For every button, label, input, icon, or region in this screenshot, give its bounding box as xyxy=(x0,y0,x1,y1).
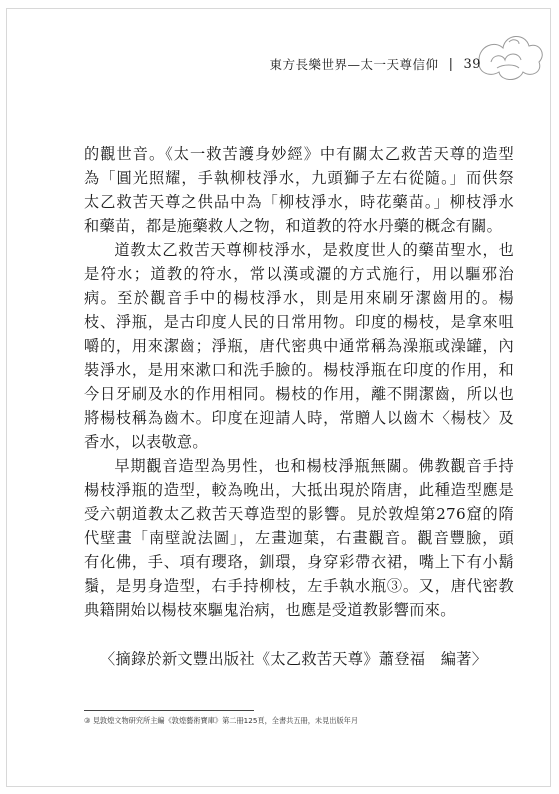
body-text xyxy=(84,142,514,622)
text-line: 鬚，是男身造型，右手持柳枝，左手執水瓶③。又，唐代密教 xyxy=(84,577,514,595)
text-line: 是符水；道教的符水，常以漢或灑的方式施行，用以驅邪治 xyxy=(84,265,514,283)
text-line: 嚼的，用來潔齒；淨瓶，唐代密典中通常稱為澡瓶或澡罐，內 xyxy=(84,337,514,355)
footnote: ③ 見敦煌文物研究所主編《敦煌藝術寶庫》第二冊125頁，全書共五冊，未見出版年月 xyxy=(84,716,359,725)
page-number: 39 xyxy=(463,56,481,72)
header-separator: | xyxy=(448,56,454,72)
text-line: 為「圓光照耀，手執柳枝淨水，九頭獅子左右從隨。」而供祭 xyxy=(84,169,514,187)
text-line: 典籍開始以楊枝來驅鬼治病，也應是受道教影響而來。 xyxy=(84,601,456,619)
footnote-divider xyxy=(84,710,254,711)
text-line: 太乙救苦天尊之供品中為「柳枝淨水，時花藥苗。」柳枝淨水 xyxy=(84,193,514,211)
text-line: 將楊枝稱為齒木。印度在迎請人時，常贈人以齒木〈楊枝〉及 xyxy=(84,409,514,427)
text-line: 病。至於觀音手中的楊枝淨水，則是用來刷牙潔齒用的。楊 xyxy=(84,289,514,307)
running-title: 東方長樂世界—太一天尊信仰 xyxy=(269,57,439,72)
text-line: 早期觀音造型為男性，也和楊枝淨瓶無關。佛教觀音手持 xyxy=(114,457,514,475)
paragraph-1 xyxy=(84,142,514,238)
text-line: 和藥苗，都是施藥救人之物，和道教的符水丹藥的概念有關。 xyxy=(84,217,503,235)
source-citation: 〈摘錄於新文豐出版社《太乙救苦天尊》蕭登福 編著〉 xyxy=(100,650,488,668)
text-line: 有化佛，手、項有瓔珞，釧環，身穿彩帶衣裙，嘴上下有小鬍 xyxy=(84,553,514,571)
text-line: 受六朝道教太乙救苦天尊造型的影響。見於敦煌第276窟的隋 xyxy=(84,505,514,523)
text-line: 代壁畫「南壁說法圖」，左畫迦葉，右畫觀音。觀音豐臉，頭 xyxy=(84,529,514,547)
text-line: 楊枝淨瓶的造型，較為晚出，大抵出現於隋唐，此種造型應是 xyxy=(84,481,514,499)
text-line: 今日牙刷及水的作用相同。楊枝的作用，離不開潔齒，所以也 xyxy=(84,385,514,403)
text-line: 裝淨水，是用來漱口和洗手臉的。楊枝淨瓶在印度的作用，和 xyxy=(84,361,514,379)
text-line: 道教太乙救苦天尊柳枝淨水，是救度世人的藥苗聖水，也 xyxy=(114,241,514,259)
running-header xyxy=(270,55,481,73)
text-line: 的觀世音。《太一救苦護身妙經》中有關太乙救苦天尊的造型 xyxy=(84,145,514,163)
text-line: 香水，以表敬意。 xyxy=(84,433,208,451)
paragraph-3 xyxy=(84,454,514,622)
text-line: 枝、淨瓶，是古印度人民的日常用物。印度的楊枝，是拿來咀 xyxy=(84,313,514,331)
cloud-ornament-icon xyxy=(469,22,549,92)
paragraph-2 xyxy=(84,238,514,454)
